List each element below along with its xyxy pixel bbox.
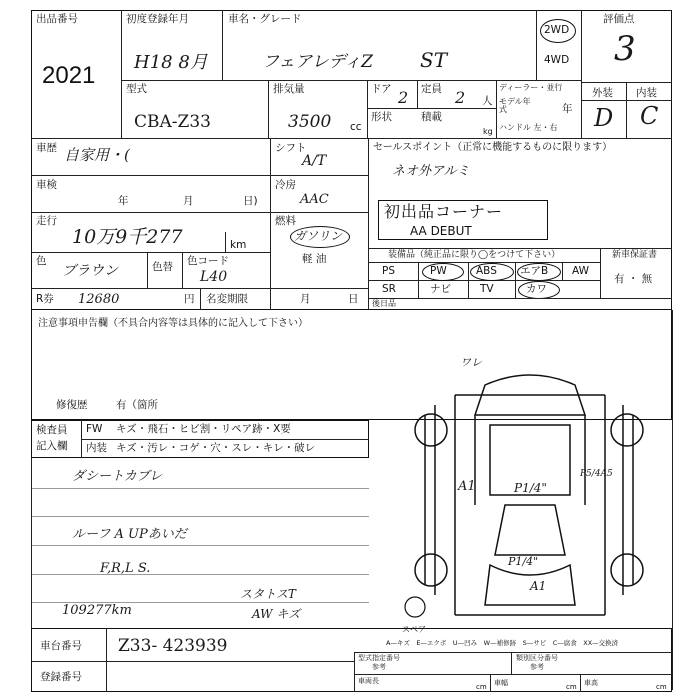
inspector-label-2: 記入欄 [36,440,68,452]
shift-value: A/T [302,153,327,169]
ac-label: 冷房 [275,179,296,191]
history-value: 自家用・( [64,146,130,164]
spare-label: スペア [402,625,426,634]
abs-circle [470,263,514,281]
lot-number: 2021 [42,62,96,89]
recycle-yen: 円 [184,293,195,305]
notes-label: 注意事項申告欄（不具合内容等は具体的に記入して下さい） [38,318,308,329]
interior-label: 内装 [86,442,107,454]
fuel-diesel: 軽 油 [302,253,327,265]
color-value: ブラウン [62,263,118,279]
doors-label: ドア [371,83,392,95]
model-year-label: モデル年式 [499,97,531,114]
equip-abs: ABS [476,265,497,277]
fuel-label: 燃料 [275,215,296,227]
shaken-label: 車検 [36,179,57,191]
ext-value: D [594,104,614,132]
color-label: 色 [36,255,47,267]
fw-items: キズ・飛石・ヒビ割・リペア跡・X要 [116,423,291,435]
handle-label: ハンドル 左・右 [499,123,558,132]
length-label: 車両長 [358,677,379,685]
equip-tv: TV [480,283,494,295]
year-unit: 年 [562,103,573,115]
recycle-value: 12680 [78,292,120,307]
mileage-unit: km [230,239,247,251]
dealer-label: ディーラー・並行 [499,83,563,92]
shift-label: シフト [275,142,307,154]
grade-label: 評価点 [603,13,635,25]
repair-value: 有（箇所 [116,399,158,411]
seats-value: 2 [455,88,466,107]
category-ref: 参考 [530,663,544,671]
mark-crack: ワレ [460,356,482,369]
load-label: 積載 [421,111,442,123]
shaken-month: 月 [183,195,194,207]
repair-label: 修復歴 [56,399,88,411]
mark-a1-left: A1 [458,479,476,494]
note-1: ダシートカブレ [72,469,163,484]
mileage-value: 10万9千277 [72,226,183,248]
drive-2wd: 2WD [544,24,570,36]
debut-jp: 初出品コーナー [384,202,504,221]
color-code-label: 色コード [187,255,229,267]
damage-legend: A—キズ E—エクボ U—凹み W—補修跡 S—サビ C—腐食 XX—交換済 [386,639,619,647]
note-2: ルーフ A UPあいだ [72,527,187,542]
equipment-label: 装備品（純正品に限り◯をつけて下さい） [388,250,561,260]
equip-aw: AW [572,265,589,277]
seats-unit: 人 [482,95,493,107]
note-3: F,R,L S. [100,561,151,576]
name-change-label: 名変期限 [206,293,248,305]
rear-label: 後日品 [372,299,396,308]
fuel-gasoline-circle [290,226,350,248]
seats-label: 定員 [421,83,442,95]
warranty-value: 有 ・ 無 [614,273,653,285]
recycle-label: R券 [36,293,54,305]
note-extra-2: AW キズ [252,607,301,621]
interior-items: キズ・汚レ・コゲ・穴・スレ・キレ・破レ [116,442,316,454]
width-label: 車幅 [494,679,508,687]
mark-p14-rear: P1/4" [508,555,539,568]
equip-leather: カワ [526,283,547,295]
lot-label: 出品番号 [36,13,78,25]
designation-label: 型式指定番号 [358,654,400,662]
name-change-day: 日 [348,293,359,305]
int-label: 内装 [636,87,657,99]
car-diagram [395,355,665,640]
grade-value: 3 [614,29,636,69]
model-label: 型式 [126,83,147,95]
drive-4wd: 4WD [544,54,570,66]
equip-pw: PW [430,265,447,277]
length-unit: cm [476,683,487,691]
sales-value: ネオ外アルミ [392,164,470,179]
color-change-label: 色替 [152,261,173,273]
model-value: CBA-Z33 [134,112,211,132]
registration-label: 登録番号 [40,671,82,683]
height-unit: cm [656,683,667,691]
mileage-label: 走行 [36,215,57,227]
warranty-label: 新車保証書 [612,250,658,260]
chassis-value: Z33- 423939 [118,636,228,656]
shape-label: 形状 [371,111,392,123]
shaken-day: 日) [243,195,258,207]
inspector-label-1: 検査員 [36,424,68,436]
height-label: 車高 [584,679,598,687]
sales-label: セールスポイント（正常に機能するものに限ります） [373,142,613,153]
car-name-label: 車名・グレード [228,13,302,25]
equip-sr: SR [382,283,396,295]
fw-label: FW [86,423,103,435]
car-name-value: フェアレディZ [262,52,373,72]
note-extra-1: スタトスT [240,587,296,601]
equip-ps: PS [382,265,395,277]
category-label: 類別区分番号 [516,654,558,662]
displacement-value: 3500 [288,112,332,132]
color-code-value: L40 [200,269,228,285]
doors-value: 2 [398,88,409,107]
fuel-gasoline: ガソリン [294,229,343,243]
debut-en: AA DEBUT [410,224,472,238]
note-4: 109277km [62,603,132,618]
airbag-circle [517,263,561,281]
equip-airbag: エアB [520,265,549,277]
mark-a1-rear: A1 [530,579,547,593]
leather-circle [518,281,560,299]
designation-ref: 参考 [372,663,386,671]
equip-navi: ナビ [430,283,451,295]
mark-p54: P5/4A5 [580,469,613,479]
kg-unit: kg [483,127,493,136]
chassis-label: 車台番号 [40,640,82,652]
shaken-year: 年 [118,195,129,207]
ext-label: 外装 [592,87,613,99]
displacement-label: 排気量 [273,83,305,95]
name-change-month: 月 [300,293,311,305]
first-reg-label: 初度登録年月 [126,13,189,25]
pw-circle [422,263,464,281]
mark-p14-roof: P1/4" [514,481,547,495]
car-grade-value: ST [420,48,448,72]
ac-value: AAC [300,192,329,207]
history-label: 車歴 [36,142,57,154]
width-unit: cm [566,683,577,691]
first-reg-value: H18 8月 [134,52,208,73]
displacement-unit: cc [350,121,362,133]
int-value: C [640,102,659,130]
